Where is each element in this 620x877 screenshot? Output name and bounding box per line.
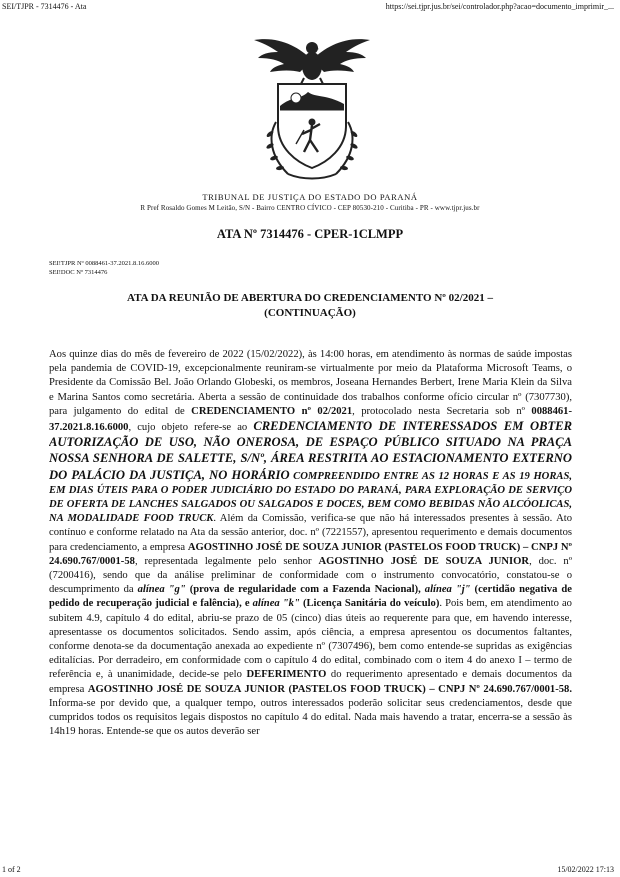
browser-url: https://sei.tjpr.jus.br/sei/controlador.php?acao=documento_imprimir_... xyxy=(385,2,614,11)
page-counter: 1 of 2 xyxy=(2,865,21,874)
print-timestamp: 15/02/2022 17:13 xyxy=(557,865,614,874)
document-title: ATA Nº 7314476 - CPER-1CLMPP xyxy=(216,227,404,241)
parana-coat-of-arms-icon xyxy=(248,26,376,186)
court-address: R Pref Rosaldo Gomes M Leitão, S/N - Bairro CENTRO CÍVICO - CEP 80530-210 - Curitiba - PR - www.tjpr.jus.br xyxy=(140,204,480,212)
body-paragraph: Aos quinze dias do mês de fevereiro de 2022 (15/02/2022), às 14:00 horas, em atendimento às normas de saúde impostas pela pandemia de COVID-19, excepcionalmente reuniram-se virtualmente por meio da Plataforma Microsoft Teams, o Presidente da Comissão Bel. João Orlando Globeski, os membros, Joseana Hernandes Berbert, Irene Maria Klein da Silva e Marina Santos como secretária. Aberta a sessão de continuidade dos trabalhos conforme ofício circular nº (7307730), para julgamento do edital de CREDENCIAMENTO nº 02/2021, protocolado nesta Secretaria sob nº 0088461-37.2021.8.16.6000, cujo objeto refere-se ao CREDENCIAMENTO DE INTERESSADOS EM OBTER AUTORIZAÇÃO DE USO, NÃO ONEROSA, DE ESPAÇO PÚBLICO SITUADO NA PRAÇA NOSSA SENHORA DE SALETTE, S/Nº, ÁREA RESTRITA AO ESTACIONAMENTO EXTERNO DO PALÁCIO DA JUSTIÇA, NO HORÁRIO COMPREENDIDO ENTRE AS 12 HORAS E AS 19 HORAS, EM DIAS ÚTEIS PARA O PODER JUDICIÁRIO DO ESTADO DO PARANÁ, PARA EXPLORAÇÃO DE SERVIÇO DE OFERTA DE LANCHES SALGADOS OU SALGADOS E DOCES, BEM COMO BEBIDAS NÃO ALCÓOLICAS, NA MODALIDADE FOOD TRUCK. Além da Comissão, verifica-se que não há interessados presentes à sessão. Ato contínuo e conforme relatado na Ata da sessão anterior, doc. nº (7221557), apresentou requerimento e demais documentos para credenciamento, a empresa AGOSTINHO JOSÉ DE SOUZA JUNIOR (PASTELOS FOOD TRUCK) – CNPJ Nº 24.690.767/0001-58, representada legalmente pelo senhor AGOSTINHO JOSÉ DE SOUZA JUNIOR, doc. nº (7200416), sendo que da análise preliminar de conformidade com o instrumento convocatório, constatou-se o descumprimento da alínea "g" (prova de regularidade com a Fazenda Nacional), alínea "j" (certidão negativa de pedido de recuperação judicial e falência), e alínea "k" (Licença Sanitária do veículo). Pois bem, em atendimento ao subitem 4.9, capítulo 4 do edital, abriu-se prazo de 05 (cinco) dias úteis ao requerente para que, em havendo interesse, apresentasse os documentos solicitados. Sendo assim, após ciência, a empresa apresentou os documentos faltantes, conforme denota-se da documentação anexada ao expediente nº (7307496), bem como entende-se supridas as exigências editalícias. Por derradeiro, em conformidade com o capítulo 4 do edital, combinado com o item 4 do anexo I – termo de referência e, à unanimidade, decide-se pelo DEFERIMENTO do requerimento apresentado e demais documentos da empresa AGOSTINHO JOSÉ DE SOUZA JUNIOR (PASTELOS FOOD TRUCK) – CNPJ Nº 24.690.767/0001-58. Informa-se por devido que, a qualquer tempo, outros interessados poderão solicitar seus credenciamentos, desde que cumpridos todos os requisitos legais dispostos no capítulo 4 do edital. Nada mais havendo a tratar, encerra-se a sessão às 14h19 horas. Entende-se que os autos deverão ser xyxy=(49,349,572,738)
document-body xyxy=(49,348,572,828)
sei-doc-number: SEI!DOC Nº 7314476 xyxy=(49,269,108,276)
browser-tab-title: SEI/TJPR - 7314476 - Ata xyxy=(2,2,87,11)
sei-process-number: SEI!TJPR Nº 0088461-37.2021.8.16.6000 xyxy=(49,260,159,267)
meeting-title: ATA DA REUNIÃO DE ABERTURA DO CREDENCIAMENTO Nº 02/2021 – (CONTINUAÇÃO) xyxy=(127,292,493,319)
court-name: TRIBUNAL DE JUSTIÇA DO ESTADO DO PARANÁ xyxy=(202,192,418,202)
document-meta xyxy=(49,259,159,277)
